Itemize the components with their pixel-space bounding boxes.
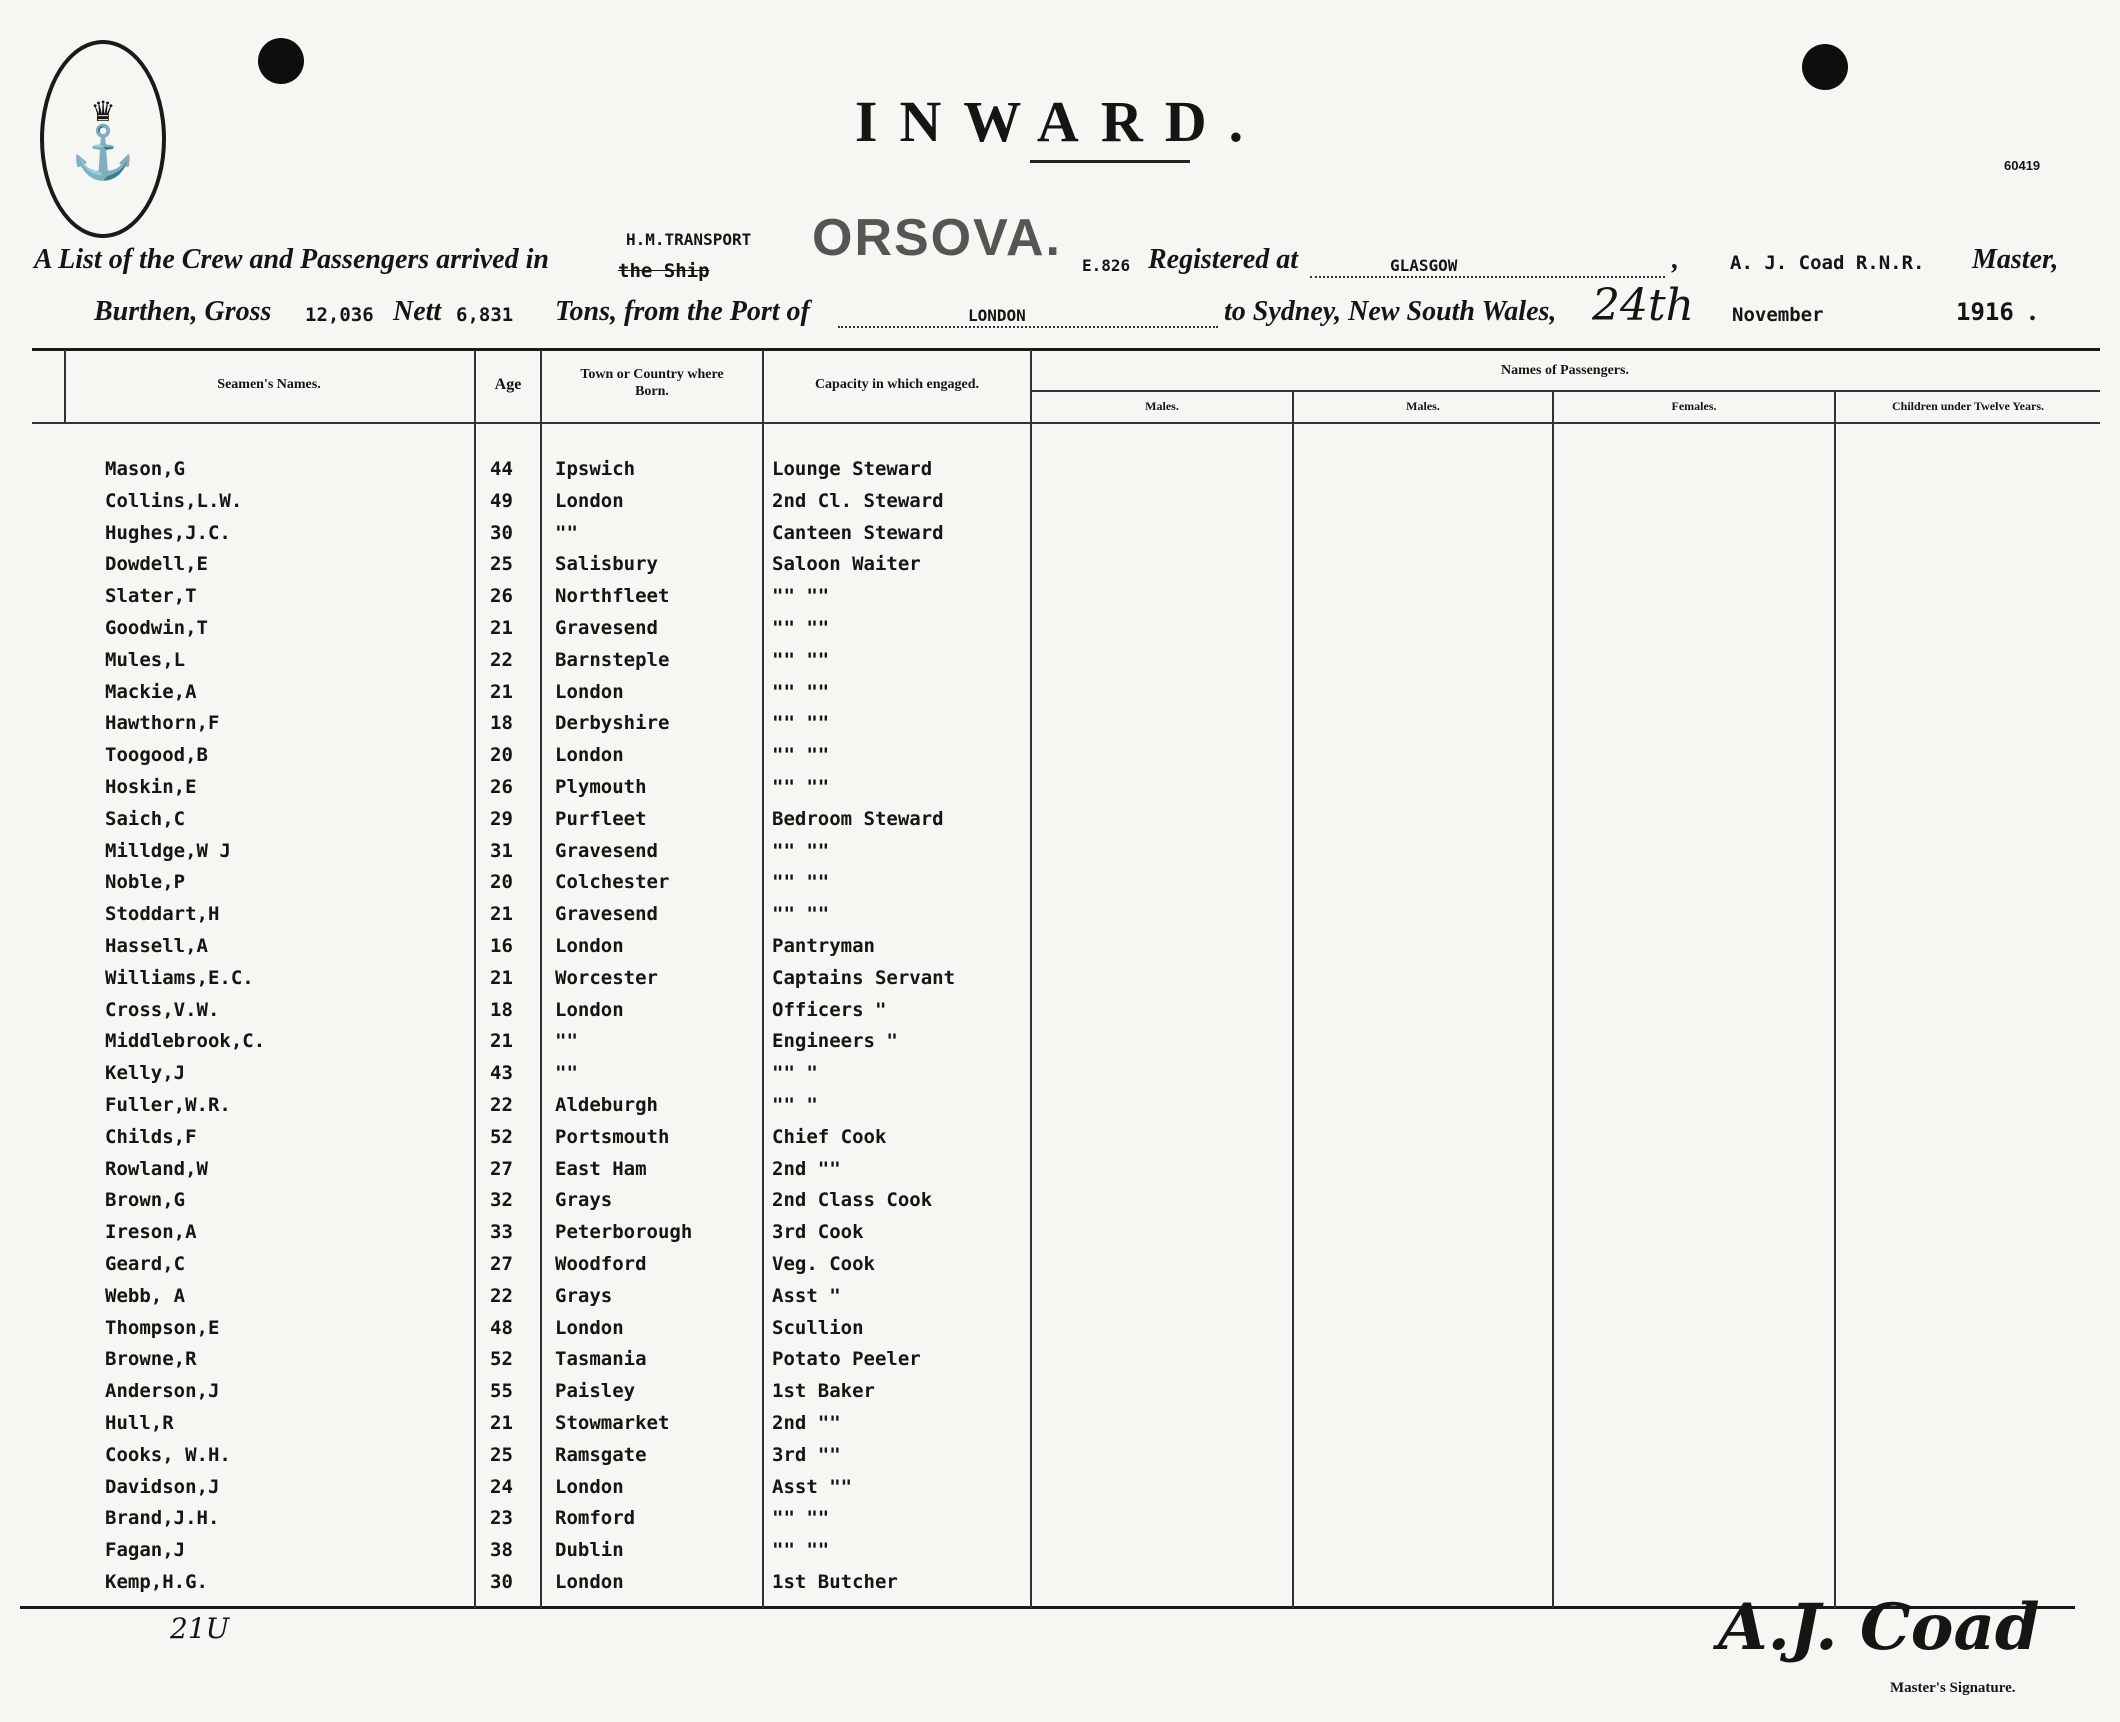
crew-capacity: Veg. Cook [772,1253,875,1275]
crew-name: Mason,G [105,458,186,480]
passenger-sub-rule [1032,390,2100,392]
table-row [0,1348,2120,1378]
crew-name: Cooks, W.H. [105,1443,231,1466]
crew-town: Northfleet [555,585,670,608]
crew-age: 30 [490,1571,513,1593]
crew-name: Saich,C [105,807,186,830]
table-row [0,1189,2120,1219]
crew-age: 21 [490,1030,513,1053]
crew-town: London [555,1316,624,1339]
comma: , [1672,244,1679,275]
table-row [0,903,2120,933]
crew-town: Salisbury [555,553,658,576]
crew-age: 20 [490,871,513,894]
table-row [0,1253,2120,1283]
crew-age: 29 [490,807,513,830]
crew-age: 21 [490,966,513,989]
crew-capacity: Pantryman [772,935,875,957]
col-females: Females. [1671,399,1717,413]
arrival-day: 24th [1592,280,1695,331]
crew-age: 27 [490,1157,513,1180]
crew-town: Paisley [555,1380,636,1403]
table-row [0,776,2120,806]
port-dotline [838,326,1218,328]
crew-age: 21 [490,680,513,703]
crew-town: Plymouth [555,776,647,798]
form-title: INWARD. [854,89,1266,154]
crew-capacity: "" "" [772,1539,830,1562]
crew-age: 21 [490,1412,513,1434]
crew-town: Gravesend [555,903,658,926]
crew-name: Middlebrook,C. [105,1030,266,1053]
crew-capacity: 1st Butcher [772,1571,898,1593]
crown-icon: ♛ [90,97,116,128]
col-capacity: Capacity in which engaged. [814,377,980,392]
crew-capacity: "" "" [772,585,830,608]
title-underline [1030,160,1190,163]
col-age: Age [494,376,522,393]
crew-town: "" [555,521,578,544]
nett-tons: 6,831 [456,304,514,326]
crew-age: 22 [490,648,513,671]
crew-age: 20 [490,744,513,767]
crew-capacity: Asst "" [772,1475,853,1498]
table-row [0,1030,2120,1060]
table-row [0,617,2120,647]
crew-capacity: "" "" [772,680,830,703]
registered-dotline [1310,276,1665,278]
col-seamen-names: Seamen's Names. [217,377,321,392]
crew-capacity: Asst " [772,1284,841,1307]
table-row [0,649,2120,679]
table-row [0,1158,2120,1188]
crew-town: Tasmania [555,1348,647,1371]
table-row [0,490,2120,520]
crew-age: 48 [490,1316,513,1339]
table-row [0,1126,2120,1156]
arrival-year: 1916 [1956,298,2014,326]
crew-town: Purfleet [555,807,647,830]
crew-name: Goodwin,T [105,617,208,639]
table-row [0,967,2120,997]
table-row [0,999,2120,1029]
crew-age: 21 [490,617,513,639]
crew-town: Grays [555,1189,613,1212]
crew-age: 26 [490,776,513,798]
anchor-icon: ⚓ [70,125,136,182]
crew-town: Derbyshire [555,712,670,735]
crew-name: Geard,C [105,1253,186,1275]
registered-port: GLASGOW [1390,256,1458,275]
destination-label: to Sydney, New South Wales, [1224,296,1557,327]
crew-name: Hull,R [105,1412,174,1434]
crew-capacity: 2nd Class Cook [772,1189,933,1212]
crew-name: Dowdell,E [105,553,208,576]
crew-town: Barnsteple [555,648,670,671]
col-males-1: Males. [1145,399,1179,413]
crew-name: Mackie,A [105,680,197,703]
crew-town: Grays [555,1284,613,1307]
crew-age: 22 [490,1094,513,1116]
table-header-rule [32,422,2100,424]
crew-age: 49 [490,489,513,512]
crew-age: 38 [490,1539,513,1562]
crew-name: Brown,G [105,1189,186,1212]
table-row [0,1094,2120,1124]
crew-age: 18 [490,712,513,735]
crew-capacity: "" "" [772,903,830,926]
crew-capacity: Canteen Steward [772,521,944,544]
table-row [0,553,2120,583]
crew-town: London [555,1475,624,1498]
table-row [0,1476,2120,1506]
crew-age: 26 [490,585,513,608]
crew-capacity: Potato Peeler [772,1348,921,1371]
crew-name: Collins,L.W. [105,489,243,512]
crew-age: 55 [490,1380,513,1403]
crew-town: Gravesend [555,839,658,862]
crew-town: Stowmarket [555,1412,670,1434]
punch-hole-left [258,38,304,84]
crew-capacity: 2nd "" [772,1412,841,1434]
crew-name: Hoskin,E [105,776,197,798]
crew-capacity: "" "" [772,617,830,639]
crew-age: 33 [490,1221,513,1244]
crew-age: 24 [490,1475,513,1498]
table-row [0,1317,2120,1347]
ship-name: ORSOVA. [812,209,1062,267]
crew-town: London [555,935,624,957]
crew-name: Browne,R [105,1348,197,1371]
crew-capacity: Lounge Steward [772,458,933,480]
nett-label: Nett [393,296,442,327]
crew-capacity: Officers " [772,998,887,1021]
crew-capacity: 2nd "" [772,1157,841,1180]
crew-capacity: 1st Baker [772,1380,875,1403]
crew-age: 44 [490,458,513,480]
table-row [0,522,2120,552]
crew-age: 25 [490,1443,513,1466]
burthen-label: Burthen, Gross [94,296,272,327]
crew-name: Hassell,A [105,935,208,957]
crew-age: 43 [490,1062,513,1085]
master-name: A. J. Coad R.N.R. [1730,252,1925,274]
crew-age: 23 [490,1507,513,1530]
tons-from-label: Tons, from the Port of [555,296,810,327]
table-row [0,1539,2120,1569]
crew-name: Webb, A [105,1284,186,1307]
crew-capacity: Chief Cook [772,1125,887,1148]
table-row [0,935,2120,965]
crew-town: London [555,1571,624,1593]
table-row [0,1380,2120,1410]
crew-town: East Ham [555,1157,647,1180]
crew-age: 18 [490,998,513,1021]
crew-town: London [555,489,624,512]
table-row [0,1507,2120,1537]
struck-word: the Ship [618,260,710,282]
crew-capacity: 3rd "" [772,1443,841,1466]
crew-town: Worcester [555,966,658,989]
crew-town: Ipswich [555,458,636,480]
table-row [0,458,2120,488]
crew-capacity: Saloon Waiter [772,553,921,576]
crew-town: London [555,998,624,1021]
table-row [0,744,2120,774]
ship-code: E.826 [1082,256,1131,275]
header-list-label: A List of the Crew and Passengers arrived in [34,244,549,275]
table-row [0,585,2120,615]
table-row [0,840,2120,870]
crew-name: Anderson,J [105,1380,220,1403]
crew-name: Hawthorn,F [105,712,220,735]
crew-name: Slater,T [105,585,197,608]
crew-age: 52 [490,1348,513,1371]
crew-name: Ireson,A [105,1221,197,1244]
crew-age: 31 [490,839,513,862]
crew-capacity: "" "" [772,871,830,894]
registered-label: Registered at [1148,244,1299,275]
crew-name: Mules,L [105,648,186,671]
crew-name: Fuller,W.R. [105,1094,231,1116]
page-note: 21U [170,1612,230,1645]
gross-tons: 12,036 [305,304,374,326]
port-of-departure: LONDON [968,306,1026,325]
crew-name: Milldge,W J [105,839,231,862]
table-row [0,1285,2120,1315]
master-label: Master, [1972,244,2059,275]
table-row [0,1412,2120,1442]
crew-age: 22 [490,1284,513,1307]
table-row [0,1062,2120,1092]
crew-town: Woodford [555,1253,647,1275]
punch-hole-right [1802,44,1848,90]
signature-label: Master's Signature. [1890,1680,2016,1696]
table-top-rule [32,348,2100,351]
crew-name: Stoddart,H [105,903,220,926]
crew-town: Ramsgate [555,1443,647,1466]
crew-age: 21 [490,903,513,926]
col-town: Town or Country where Born. [580,367,724,399]
crew-capacity: "" " [772,1062,818,1085]
crew-town: Colchester [555,871,670,894]
crew-age: 30 [490,521,513,544]
col-males-2: Males. [1406,399,1440,413]
crew-name: Williams,E.C. [105,966,254,989]
table-row [0,808,2120,838]
table-row [0,871,2120,901]
crew-capacity: Captains Servant [772,966,956,989]
crew-age: 25 [490,553,513,576]
crew-name: Brand,J.H. [105,1507,220,1530]
crew-name: Childs,F [105,1125,197,1148]
crew-town: "" [555,1030,578,1053]
crew-town: London [555,680,624,703]
crew-age: 16 [490,935,513,957]
crew-capacity: "" "" [772,776,830,798]
table-row [0,712,2120,742]
crew-capacity: "" "" [772,712,830,735]
table-row [0,681,2120,711]
crew-age: 52 [490,1125,513,1148]
crew-name: Fagan,J [105,1539,186,1562]
crew-town: Portsmouth [555,1125,670,1148]
crew-town: Dublin [555,1539,624,1562]
crew-capacity: 3rd Cook [772,1221,864,1244]
crew-capacity: "" "" [772,839,830,862]
crew-name: Toogood,B [105,744,208,767]
crew-name: Kelly,J [105,1062,186,1085]
crew-name: Hughes,J.C. [105,521,231,544]
crew-name: Kemp,H.G. [105,1571,208,1593]
table-row [0,1221,2120,1251]
crew-capacity: "" "" [772,1507,830,1530]
crew-capacity: "" "" [772,648,830,671]
crew-capacity: 2nd Cl. Steward [772,489,944,512]
crew-town: "" [555,1062,578,1085]
crew-town: Gravesend [555,617,658,639]
crew-name: Rowland,W [105,1157,208,1180]
crew-name: Thompson,E [105,1316,220,1339]
crew-capacity: Scullion [772,1316,864,1339]
crew-name: Davidson,J [105,1475,220,1498]
master-signature: A.J. Coad [1718,1590,2040,1665]
crew-capacity: Engineers " [772,1030,898,1053]
crew-town: Peterborough [555,1221,693,1244]
crew-capacity: "" " [772,1094,818,1116]
crew-town: London [555,744,624,767]
crew-age: 27 [490,1253,513,1275]
arrival-month: November [1732,304,1824,326]
form-number: 60419 [2004,158,2041,173]
ship-type: H.M.TRANSPORT [626,230,752,249]
crew-name: Noble,P [105,871,186,894]
crew-capacity: "" "" [772,744,830,767]
crew-age: 32 [490,1189,513,1212]
year-period: . [2030,296,2037,327]
col-passengers: Names of Passengers. [1501,363,1629,378]
crew-town: Romford [555,1507,636,1530]
crew-name: Cross,V.W. [105,998,220,1021]
crew-capacity: Bedroom Steward [772,807,944,830]
col-children: Children under Twelve Years. [1891,399,2044,413]
table-row [0,1444,2120,1474]
crew-town: Aldeburgh [555,1094,658,1116]
